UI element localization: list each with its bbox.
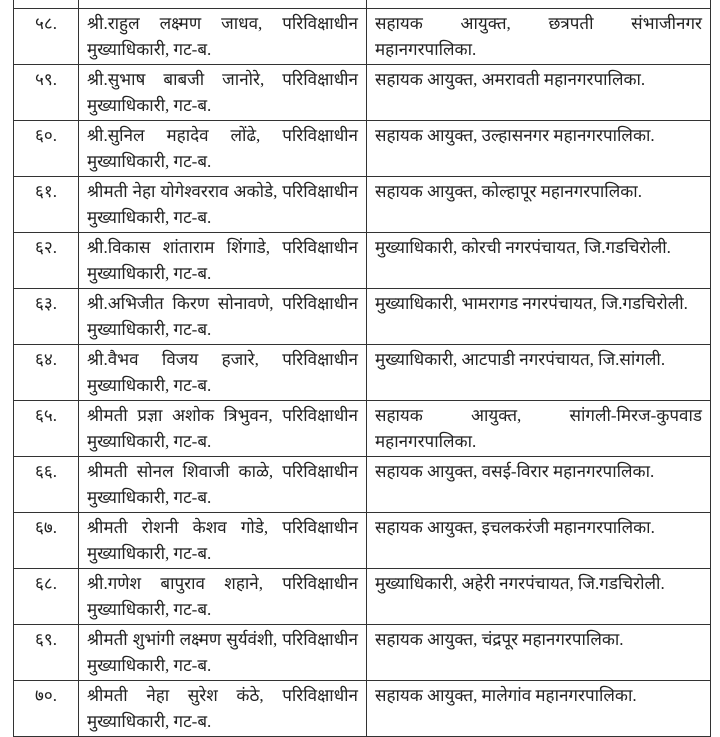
cell-posting: सहायक आयुक्त, छत्रपती संभाजीनगर महानगरपालिका. xyxy=(367,9,711,65)
cell-posting: सहायक आयुक्त, कोल्हापूर महानगरपालिका. xyxy=(367,177,711,233)
cell-number: ६२. xyxy=(14,233,79,289)
cell-posting: सहायक आयुक्त, इचलकरंजी महानगरपालिका. xyxy=(367,513,711,569)
cell-posting: मुख्याधिकारी, आटपाडी नगरपंचायत, जि.सांगली. xyxy=(367,345,711,401)
cell-posting: मुख्याधिकारी, भामरागड नगरपंचायत, जि.गडचिरोली. xyxy=(367,289,711,345)
cell-number: ६३. xyxy=(14,289,79,345)
cell-name: श्री.सुभाष बाबजी जानोरे, परिविक्षाधीन मुख्याधिकारी, गट-ब. xyxy=(79,65,367,121)
cell-number: ६०. xyxy=(14,121,79,177)
cell-number xyxy=(14,0,79,9)
table-row xyxy=(14,289,711,345)
cell-name: श्री.विकास शांताराम शिंगाडे, परिविक्षाधीन मुख्याधिकारी, गट-ब. xyxy=(79,233,367,289)
cell-name: श्रीमती नेहा योगेश्वरराव अकोडे, परिविक्षाधीन मुख्याधिकारी, गट-ब. xyxy=(79,177,367,233)
cell-posting: सहायक आयुक्त, मालेगांव महानगरपालिका. xyxy=(367,681,711,737)
table-body xyxy=(14,0,711,737)
cell-number: ५९. xyxy=(14,65,79,121)
cell-posting xyxy=(367,0,711,9)
cell-posting: सहायक आयुक्त, चंद्रपूर महानगरपालिका. xyxy=(367,625,711,681)
cell-number: ५८. xyxy=(14,9,79,65)
cell-posting: सहायक आयुक्त, अमरावती महानगरपालिका. xyxy=(367,65,711,121)
cell-number: ६८. xyxy=(14,569,79,625)
cell-name: श्रीमती शुभांगी लक्ष्मण सुर्यवंशी, परिविक्षाधीन मुख्याधिकारी, गट-ब. xyxy=(79,625,367,681)
cell-name: श्री.वैभव विजय हजारे, परिविक्षाधीन मुख्याधिकारी, गट-ब. xyxy=(79,345,367,401)
table-row xyxy=(14,513,711,569)
cell-posting: सहायक आयुक्त, सांगली-मिरज-कुपवाड महानगरपालिका. xyxy=(367,401,711,457)
table-row xyxy=(14,401,711,457)
table-row xyxy=(14,65,711,121)
cell-name: श्री.अभिजीत किरण सोनावणे, परिविक्षाधीन मुख्याधिकारी, गट-ब. xyxy=(79,289,367,345)
table-row xyxy=(14,345,711,401)
table-row xyxy=(14,625,711,681)
cell-number: ६६. xyxy=(14,457,79,513)
table-row-previous xyxy=(14,0,711,9)
cell-name: श्रीमती रोशनी केशव गोडे, परिविक्षाधीन मुख्याधिकारी, गट-ब. xyxy=(79,513,367,569)
table-row xyxy=(14,681,711,737)
cell-posting: मुख्याधिकारी, अहेरी नगरपंचायत, जि.गडचिरोली. xyxy=(367,569,711,625)
table-row xyxy=(14,177,711,233)
cell-name: श्री.राहुल लक्ष्मण जाधव, परिविक्षाधीन मुख्याधिकारी, गट-ब. xyxy=(79,9,367,65)
cell-posting: मुख्याधिकारी, कोरची नगरपंचायत, जि.गडचिरोली. xyxy=(367,233,711,289)
table-row xyxy=(14,9,711,65)
cell-number: ६४. xyxy=(14,345,79,401)
table-row xyxy=(14,457,711,513)
cell-number: ६९. xyxy=(14,625,79,681)
table-row xyxy=(14,121,711,177)
officer-posting-table xyxy=(13,0,711,737)
cell-posting: सहायक आयुक्त, वसई-विरार महानगरपालिका. xyxy=(367,457,711,513)
cell-number: ६१. xyxy=(14,177,79,233)
cell-number: ७०. xyxy=(14,681,79,737)
cell-name xyxy=(79,0,367,9)
cell-name: श्रीमती नेहा सुरेश कंठे, परिविक्षाधीन मुख्याधिकारी, गट-ब. xyxy=(79,681,367,737)
cell-posting: सहायक आयुक्त, उल्हासनगर महानगरपालिका. xyxy=(367,121,711,177)
table-row xyxy=(14,233,711,289)
cell-name: श्री.सुनिल महादेव लोंढे, परिविक्षाधीन मुख्याधिकारी, गट-ब. xyxy=(79,121,367,177)
cell-name: श्रीमती सोनल शिवाजी काळे, परिविक्षाधीन मुख्याधिकारी, गट-ब. xyxy=(79,457,367,513)
cell-name: श्रीमती प्रज्ञा अशोक त्रिभुवन, परिविक्षाधीन मुख्याधिकारी, गट-ब. xyxy=(79,401,367,457)
cell-name: श्री.गणेश बापुराव शहाने, परिविक्षाधीन मुख्याधिकारी, गट-ब. xyxy=(79,569,367,625)
cell-number: ६७. xyxy=(14,513,79,569)
cell-number: ६५. xyxy=(14,401,79,457)
table-row xyxy=(14,569,711,625)
